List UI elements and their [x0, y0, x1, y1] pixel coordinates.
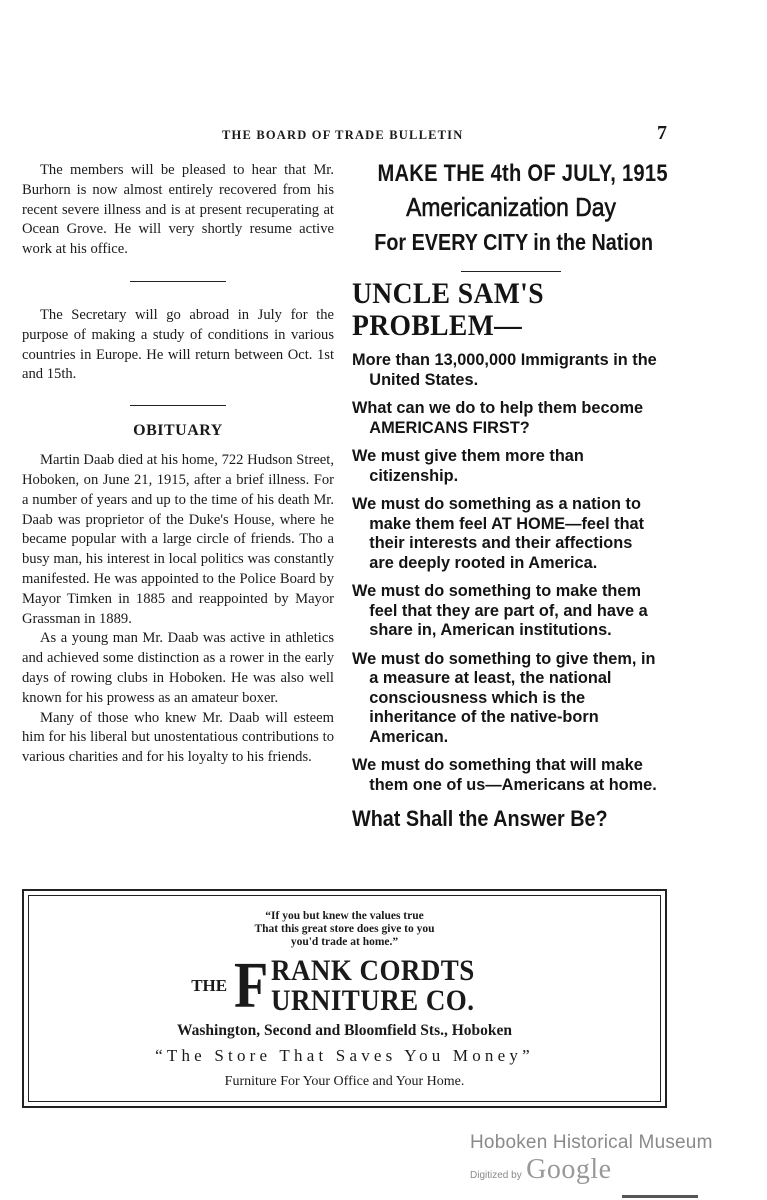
- ad-verse: [29, 910, 660, 949]
- company-name-stack: [271, 956, 475, 1016]
- google-logo: Google: [526, 1154, 612, 1185]
- company-name-line: RANK CORDTS: [271, 954, 476, 987]
- left-column: [22, 161, 334, 768]
- obituary-heading: OBITUARY: [133, 422, 223, 440]
- banner-headline: MAKE THE 4th OF JULY, 1915: [377, 160, 668, 187]
- company-name-initial: F: [234, 949, 269, 1022]
- furniture-advertisement: [22, 889, 667, 1108]
- company-name-line: URNITURE CO.: [271, 984, 475, 1017]
- company-name-prefix: THE: [191, 976, 228, 995]
- banner-tagline: For EVERY CITY in the Nation: [374, 229, 654, 255]
- problem-item: We must give them more than citizenship.: [352, 446, 584, 485]
- digitization-footer: [470, 1132, 750, 1186]
- page-number: 7: [657, 122, 667, 144]
- problem-item: More than 13,000,000 Immigrants in the United States.: [352, 350, 657, 389]
- closing-question: What Shall the Answer Be?: [352, 806, 608, 831]
- museum-credit: Hoboken Historical Museum: [470, 1132, 713, 1153]
- obituary-paragraph: Martin Daab died at his home, 722 Hudson Street, Hoboken, on June 21, 1915, after a brief illness. For a number of years and up to the time of his death Mr. Daab was proprietor of the Duke's House, where he became popular with a large circle of friends. Tho a busy man, his interest in local politics was constantly manifested. He was appointed to the Police Board by Mayor Timken in 1885 and reappointed by Mayor Grassman in 1889.: [22, 452, 334, 627]
- company-address: Washington, Second and Bloomfield Sts., Hoboken: [176, 1022, 513, 1039]
- problem-item: We must do something as a nation to make them feel AT HOME—feel that their interests and their affections are deeply rooted in America.: [352, 494, 645, 572]
- banner-subheadline: Americanization Day: [406, 192, 616, 222]
- right-column: [352, 159, 670, 832]
- section-divider: [461, 271, 561, 272]
- ad-verse-line: “If you but knew the values true: [265, 910, 424, 922]
- obituary-paragraph: Many of those who knew Mr. Daab will esteem him for his liberal but unostentatious contributions to various charities and for his loyalty to his friends.: [22, 709, 334, 766]
- problem-item: We must do something that will make them one of us—Americans at home.: [352, 755, 657, 794]
- problem-headline: UNCLE SAM'S PROBLEM—: [352, 277, 544, 342]
- ad-inner-frame: [28, 895, 661, 1102]
- ad-verse-line: you'd trade at home.”: [290, 936, 399, 948]
- publication-title: THE BOARD OF TRADE BULLETIN: [222, 128, 464, 142]
- problem-item: We must do something to give them, in a measure at least, the national consciousness which is the inheritance of the native-born American.: [352, 648, 656, 746]
- problem-item: We must do something to make them feel that they are part of, and have a share in, American institutions.: [352, 581, 648, 639]
- note-secretary: The Secretary will go abroad in July for the purpose of making a study of conditions in various countries in Europe. He will return between Oct. 1st and 15th.: [22, 306, 334, 383]
- company-slogan: “The Store That Saves You Money”: [155, 1046, 534, 1065]
- obituary-paragraph: As a young man Mr. Daab was active in athletics and achieved some distinction as a rower in the early days of rowing clubs in Hoboken. He was also well known for his prowess as an amateur boxer.: [22, 630, 334, 706]
- problem-item: What can we do to help them become AMERICANS FIRST?: [352, 398, 644, 437]
- section-divider: [130, 405, 226, 406]
- ad-verse-line: That this great store does give to you: [254, 923, 435, 935]
- digitized-by-label: Digitized by: [470, 1170, 522, 1181]
- running-head: [0, 122, 767, 146]
- section-divider: [130, 281, 226, 282]
- company-tagline: Furniture For Your Office and Your Home.: [224, 1074, 465, 1089]
- note-burhorn: The members will be pleased to hear that Mr. Burhorn is now almost entirely recovered from his recent severe illness and is at present recuperating at Ocean Grove. He will very shortly resume active work at his office.: [22, 162, 334, 258]
- company-name: [29, 949, 660, 1022]
- digitized-by-credit: [470, 1154, 750, 1186]
- scan-edge-mark: [622, 1195, 698, 1198]
